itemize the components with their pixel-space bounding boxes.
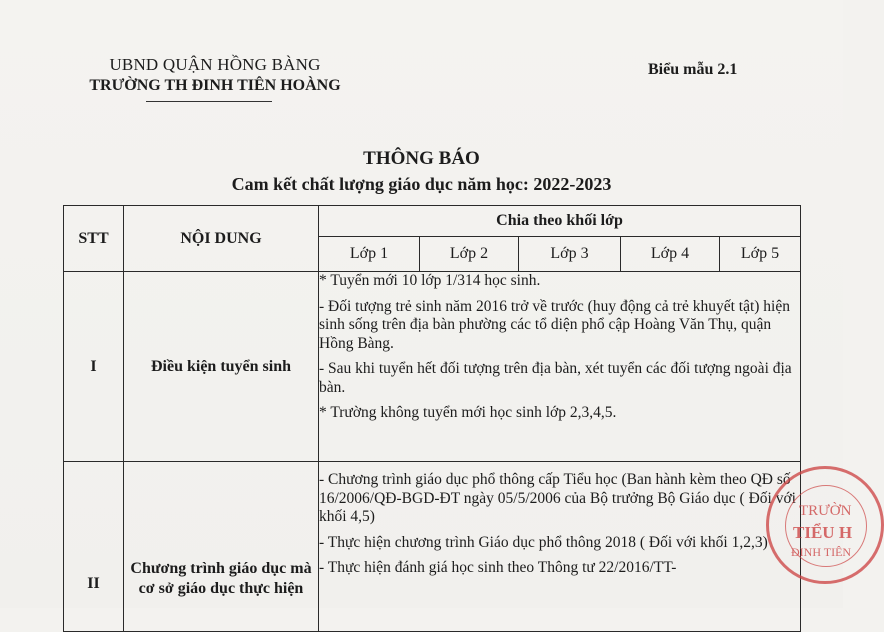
grade-header: Lớp 4 — [621, 237, 720, 272]
row-content — [319, 272, 801, 462]
table-header-row — [64, 206, 801, 237]
official-seal — [766, 466, 884, 584]
row-content — [319, 462, 801, 632]
content-paragraph: - Sau khi tuyển hết đối tượng trên địa bàn, xét tuyển các đối tượng ngoài địa bàn. — [319, 360, 792, 396]
content-paragraph: - Chương trình giáo dục phổ thông cấp Tiểu học (Ban hành kèm theo QĐ số 16/2006/QĐ-BGD-ĐT ngày 05/5/2006 của Bộ trưởng Bộ Giáo dục ( Đối với khối 4,5) — [319, 471, 796, 525]
row-label: Điều kiện tuyển sinh — [124, 272, 319, 462]
col-content-header: NỘI DUNG — [124, 206, 319, 272]
document-title: THÔNG BÁO — [363, 148, 480, 169]
issuer-block — [70, 55, 360, 96]
issuer-school: TRƯỜNG TH ĐINH TIÊN HOÀNG — [89, 77, 341, 94]
row-number: II — [64, 462, 124, 632]
issuer-authority: UBND QUẬN HỒNG BÀNG — [109, 55, 321, 74]
grade-header: Lớp 2 — [420, 237, 519, 272]
col-grade-group-header: Chia theo khối lớp — [319, 206, 801, 237]
seal-text: TRƯỜN — [799, 503, 852, 519]
row-label: Chương trình giáo dục mà cơ sở giáo dục thực hiện — [124, 462, 319, 632]
seal-text: ĐINH TIÊN — [791, 545, 852, 559]
content-paragraph: * Trường không tuyển mới học sinh lớp 2,3,4,5. — [319, 404, 617, 421]
commitment-table — [63, 205, 801, 632]
form-number: Biểu mẫu 2.1 — [648, 61, 738, 78]
seal-text: TIỂU H — [793, 523, 853, 542]
content-paragraph: * Tuyển mới 10 lớp 1/314 học sinh. — [319, 272, 541, 289]
document-subtitle: Cam kết chất lượng giáo dục năm học: 2022-2023 — [231, 174, 612, 194]
row-number: I — [64, 272, 124, 462]
table-row — [64, 272, 801, 462]
grade-header: Lớp 3 — [519, 237, 621, 272]
header-underline — [146, 101, 272, 102]
grade-header: Lớp 1 — [319, 237, 420, 272]
col-stt-header: STT — [64, 206, 124, 272]
content-paragraph: - Đối tượng trẻ sinh năm 2016 trở về trước (huy động cả trẻ khuyết tật) hiện sinh sống trên địa bàn phường các tổ diện phổ cập Hoàng Văn Thụ, quận Hồng Bàng. — [319, 297, 790, 352]
grade-header: Lớp 5 — [720, 237, 801, 272]
content-paragraph: - Thực hiện chương trình Giáo dục phổ thông 2018 ( Đối với khối 1,2,3) — [319, 533, 768, 551]
content-paragraph: - Thực hiện đánh giá học sinh theo Thông tư 22/2016/TT- — [319, 559, 677, 576]
table-row — [64, 462, 801, 632]
